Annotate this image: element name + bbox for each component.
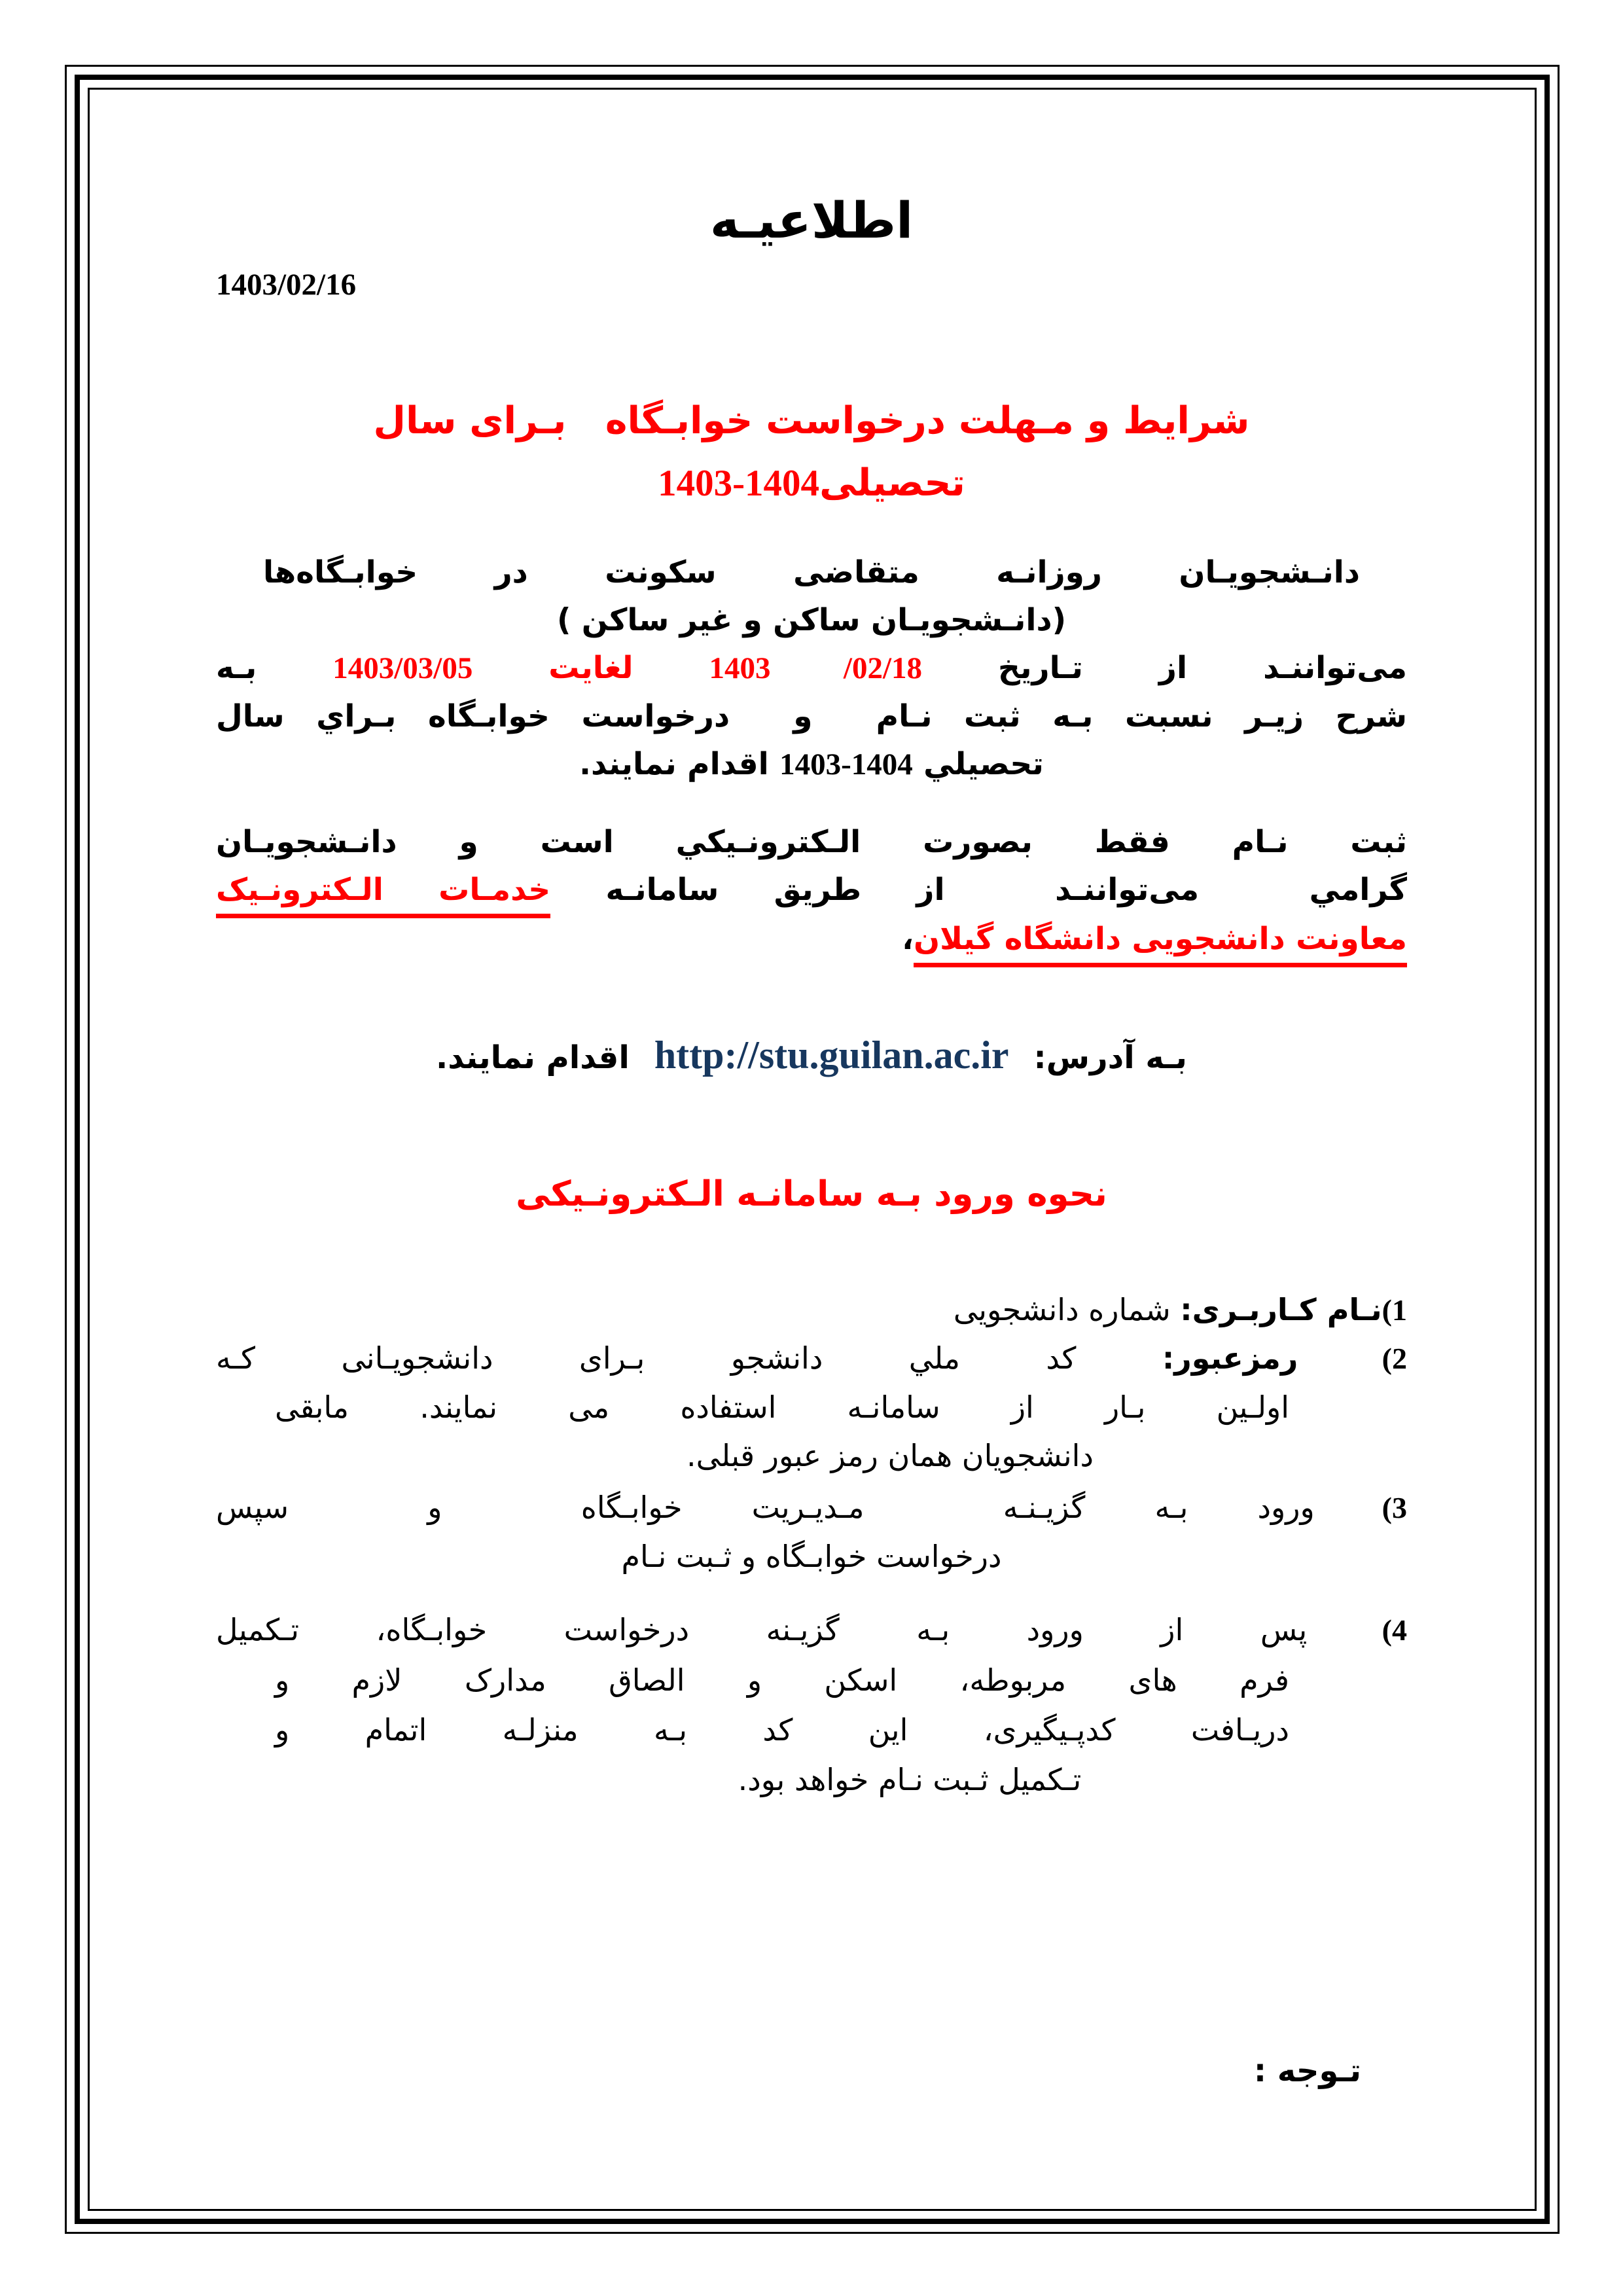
item4-line1 (216, 1605, 1407, 1655)
address-line-post: اقدام نمایند. (436, 1039, 630, 1076)
academic-years: 1403-1404 (658, 463, 820, 504)
paragraph-eligibility (216, 548, 1407, 789)
item3-marker: 3) (1314, 1491, 1408, 1524)
document-content (216, 0, 1407, 2296)
item4-line3: دریـافت کدپـیگیری، این کد بـه منزلـه اتمام و (275, 1712, 1289, 1748)
item4-line2: فرم های مربوطه، اسکن و الصاق مدارک لازم و (275, 1662, 1289, 1698)
item3-line1 (216, 1483, 1407, 1532)
list-item-forms (216, 1605, 1407, 1804)
item2-line2: اولـین بـار از سامانـه استفاده می نمایند. مابقی (275, 1390, 1289, 1425)
item3-line1-text: ورود بـه گزیـنـه مـدیـریت خوابـگاه و سپس (216, 1490, 1315, 1525)
until-word: لغایت (473, 650, 709, 686)
list-item-password (216, 1334, 1407, 1480)
list-item-username (216, 1285, 1407, 1335)
para1-line5 (216, 740, 1407, 789)
item3-line2: درخواست خوابـگاه و ثـبت نـام (621, 1539, 1002, 1574)
para1-line4: شرح زیـر نسبت بـه ثبت نـام و درخواست خوابـگاه بـراي سال (216, 698, 1407, 734)
item2-line1 (216, 1334, 1407, 1383)
registration-end-date: 1403/03/05 (332, 651, 473, 685)
note-text: تـوجه : (1253, 2053, 1361, 2089)
para2-line2-pre: گرامي می‌تواننـد از طریق سامانـه (550, 872, 1407, 908)
deputy-phrase: معاونت دانشجویی دانشگاه گیلان (914, 921, 1407, 967)
para1-line3-post: بـه (216, 650, 333, 686)
paragraph-registration (216, 818, 1407, 965)
address-line (216, 1033, 1407, 1078)
para2-line3-comma: ، (902, 921, 914, 957)
item1-text: شماره دانشجویی (953, 1292, 1181, 1327)
registration-start-date: 02/18/ 1403 (709, 651, 923, 685)
page-title: اطلاعيـه (709, 191, 914, 249)
para1-line5-pre: تحصيلي (912, 746, 1044, 782)
address-label: بـه آدرس: (1033, 1039, 1187, 1076)
item2-line1-text: کد ملي دانشجو بـرای دانشجویـانی کـه (216, 1340, 1162, 1376)
date-stamp: 1403/02/16 (216, 268, 357, 302)
item2-marker: 2) (1298, 1342, 1407, 1375)
item2-line3: دانشجویان همان رمز عبور قبلی. (687, 1438, 1094, 1473)
item2-label: رمزعبور: (1162, 1340, 1298, 1376)
academic-years-2: 1403-1404 (779, 747, 913, 781)
para1-line2: (دانـشجویـان ساکن و غیر ساکن ) (556, 602, 1067, 638)
para2-line1: ثبت نـام فقط بصورت الـکترونـیکي است و دانـشجویـان (216, 824, 1407, 860)
para1-line3-pre: می‌تواننـد از تـاریخ (922, 650, 1408, 686)
para1-line3 (216, 644, 1407, 692)
item4-line4: تـکمیل ثـبت نـام خواهد بود. (738, 1762, 1082, 1797)
list-item-menu (216, 1483, 1407, 1581)
para2-line2 (216, 866, 1407, 914)
main-heading (216, 390, 1407, 514)
note-label (170, 2053, 1407, 2089)
section-heading-login: نحوه ورود بـه سامانـه الـکترونـیکی (516, 1174, 1107, 1214)
para1-line1: دانـشجویـان روزانـه متقاضی سکونت در خوابـگاه‌ها (263, 554, 1360, 590)
main-heading-line-2 (216, 452, 1407, 514)
item4-line1-text: پس از ورود بـه گزیـنه درخواست خوابـگاه، تـکمیل (216, 1612, 1308, 1647)
item1-marker: 1) (1382, 1293, 1407, 1327)
item1-label: نـام کـاربـری: (1180, 1292, 1382, 1327)
para1-line5-post: اقدام نمایند. (579, 746, 780, 782)
para2-line3 (216, 914, 1407, 965)
heading-word: تحصیلی (819, 461, 965, 505)
item4-marker: 4) (1307, 1613, 1407, 1647)
portal-url-link[interactable]: http://stu.guilan.ac.ir (654, 1033, 1009, 1077)
main-heading-line-1: شرایط و مـهلت درخواست خوابـگاه بـرای سال (373, 399, 1250, 442)
eservices-phrase: خدمـات الـکترونـیک (216, 872, 550, 918)
